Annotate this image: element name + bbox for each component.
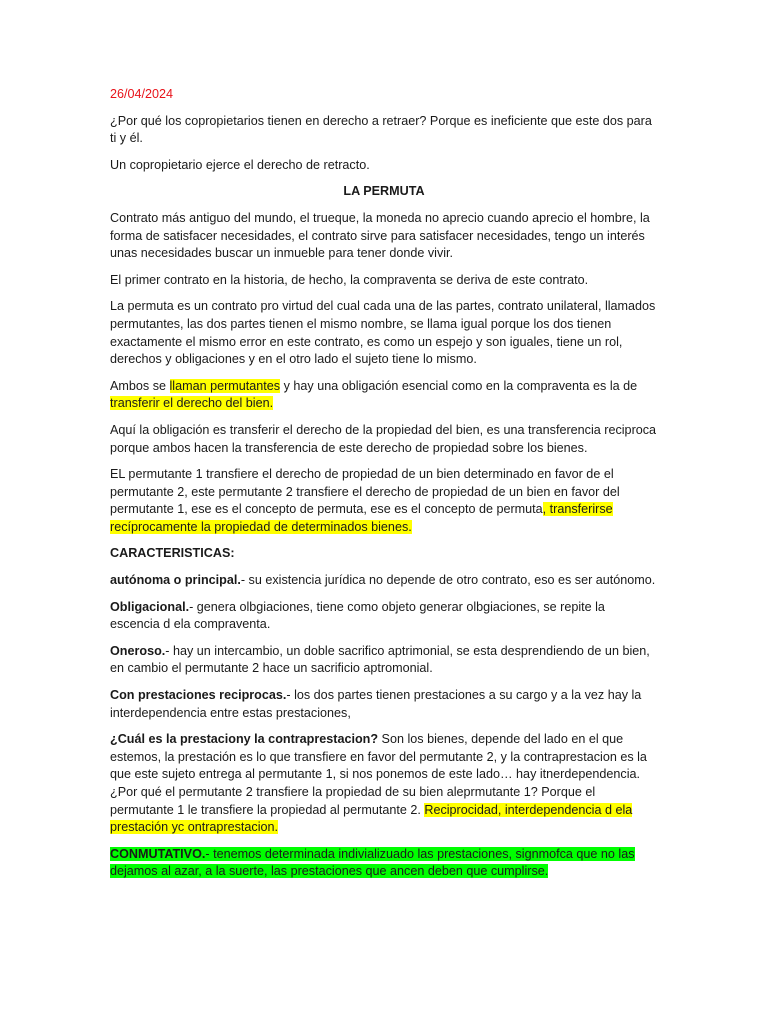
characteristic-obligacional	[110, 599, 658, 634]
characteristic-text: Son los bienes, depende del lado en el que estemos, la prestación es lo que transfiere en favor del permutante 2, y la contraprestacion es la que este sujeto entrega al permutante 1, si nos ponemos de este lado… hay itnerdependencia. ¿Por qué el permutante 2 transfiere la propiedad de su bien aleprmutante 1? Porque el permutante 1 le transfiere la propiedad al permutante 2.	[110, 732, 647, 817]
highlighted-text: transferir el derecho del bien.	[110, 396, 274, 411]
paragraph-obligacion-esencial	[110, 378, 658, 413]
characteristic-oneroso	[110, 643, 658, 678]
characteristic-prestacion-question	[110, 731, 658, 837]
characteristic-term: Con prestaciones reciprocas.	[110, 688, 287, 703]
characteristic-reciprocas	[110, 687, 658, 722]
date-line: 26/04/2024	[110, 87, 174, 101]
characteristic-text: - genera olbgiaciones, tiene como objeto generar olbgiaciones, se repite la escencia d ela compraventa.	[110, 599, 605, 632]
characteristic-text: - tenemos determinada indivializuado las prestaciones, signmofca que no las dejamos al azar, a la suerte, las prestaciones que ancen deben que cumplirse.	[110, 846, 635, 879]
text-segment: y hay una obligación esencial como en la compraventa es la de	[280, 378, 638, 393]
paragraph-transferencia: Aquí la obligación es transferir el derecho de la propiedad del bien, es una transferencia reciproca porque ambos hacen la transferencia de este derecho de propiedad sobre los bienes.	[110, 422, 657, 455]
paragraph-trueque: Contrato más antiguo del mundo, el trueque, la moneda no aprecio cuando aprecio el hombre, la forma de satisfacer necesidades, el contrato sirve para satisfacer necesidades, tengo un interés unas necesidades buscar un inmueble para tener donde vivir.	[110, 210, 650, 261]
highlighted-text: Reciprocidad, interdependencia d ela prestación yc ontraprestacion.	[110, 802, 633, 835]
characteristic-text: - los dos partes tienen prestaciones a su cargo y a la vez hay la interdependencia entre estas prestaciones,	[110, 688, 642, 720]
characteristic-term: CONMUTATIVO.	[110, 846, 206, 861]
section-title: LA PERMUTA	[343, 184, 425, 199]
characteristic-term: Obligacional.	[110, 599, 190, 614]
highlighted-text: , transferirse recíprocamente la propiedad de determinados bienes.	[110, 502, 613, 534]
paragraph-primer-contrato: El primer contrato en la historia, de hecho, la compraventa se deriva de este contrato.	[110, 272, 589, 287]
characteristic-conmutativo	[110, 846, 658, 881]
paragraph-definicion: La permuta es un contrato pro virtud del cual cada una de las partes, contrato unilateral, llamados permutantes, las dos partes tienen el mismo nombre, se llama igual porque los dos tienen exactamente el mismo error en este contrato, es como un espejo y son iguales, tiene un rol, derechos y obligaciones y en el otro lado el sujeto tiene lo mismo.	[110, 299, 656, 367]
characteristic-term: autónoma o principal.	[110, 573, 241, 588]
highlighted-text: llaman permutantes	[169, 378, 281, 393]
paragraph-retracto: Un copropietario ejerce el derecho de retracto.	[110, 157, 370, 172]
characteristic-term: Oneroso.	[110, 643, 166, 658]
paragraph-copropietarios: ¿Por qué los copropietarios tienen en derecho a retraer? Porque es ineficiente que este dos para ti y él.	[110, 113, 652, 146]
characteristic-text: - su existencia jurídica no depende de otro contrato, eso es ser autónomo.	[240, 573, 656, 588]
green-highlighted-block	[110, 847, 635, 879]
characteristic-text: - hay un intercambio, un doble sacrifico aptrimonial, se esta desprendiendo de un bien, en cambio el permutante 2 hace un sacrificio aptromonial.	[110, 643, 650, 676]
characteristic-autonoma	[110, 572, 658, 590]
characteristics-heading	[110, 545, 658, 563]
paragraph-concepto-permuta	[110, 466, 658, 536]
text-segment: Ambos se	[110, 378, 170, 393]
heading-text: CARACTERISTICAS:	[110, 546, 235, 561]
text-segment: EL permutante 1 transfiere el derecho de propiedad de un bien determinado en favor de el permutante 2, este permutante 2 transfiere el derecho de propiedad de un bien en favor del permutante 1, ese es el concepto de permuta, ese es el concepto de permuta	[110, 467, 620, 517]
document-page	[110, 86, 658, 890]
characteristic-term: ¿Cuál es la prestaciony la contraprestacion?	[110, 732, 379, 747]
